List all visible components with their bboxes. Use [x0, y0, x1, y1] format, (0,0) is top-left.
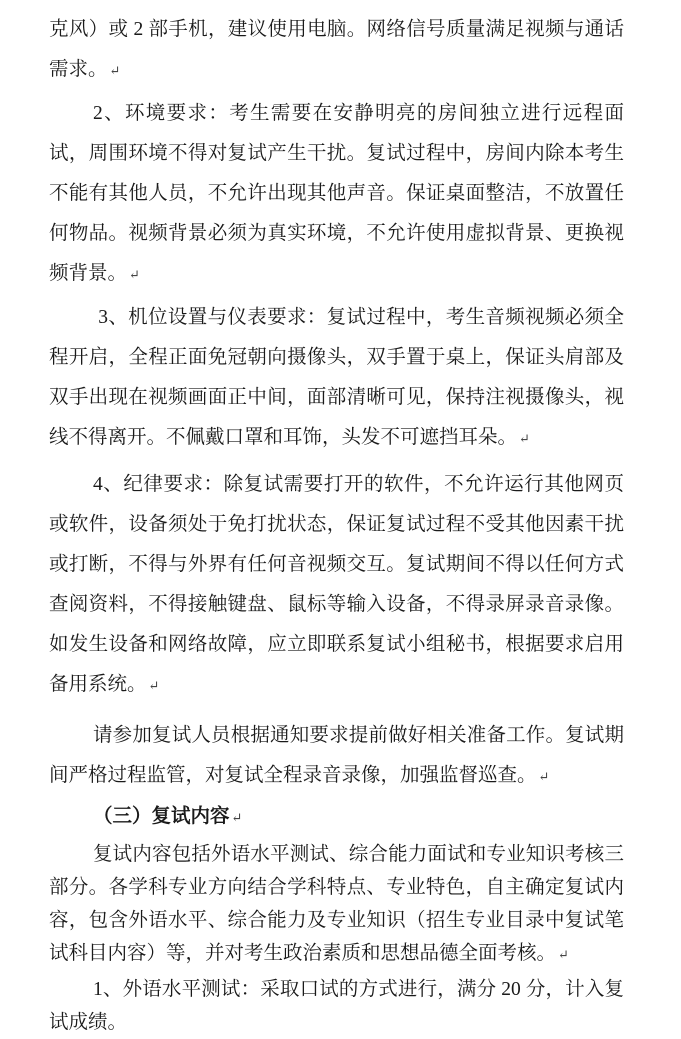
paragraph-mark-icon: ↵ [519, 431, 530, 446]
paragraph-mark-icon: ↵ [129, 267, 140, 282]
section-heading-text: （三）复试内容 [93, 806, 230, 827]
paragraph-discipline-requirement [49, 465, 624, 706]
paragraph-text: 4、纪律要求：除复试需要打开的软件，不允许运行其他网页或软件，设备须处于免打扰状态，保证复试过程不受其他因素干扰或打断，不得与外界有任何音视频交互。复试期间不得以任何方式查阅资料，不得接触键盘、鼠标等输入设备，不得录屏录音录像。如发生设备和网络故障，应立即联系复试小组秘书，根据要求启用备用系统。 [49, 474, 624, 695]
paragraph-retest-content-overview [49, 838, 624, 971]
paragraph-text: 1、外语水平测试：采取口试的方式进行，满分 20 分，计入复试成绩。 [49, 979, 624, 1033]
document-body [49, 10, 624, 1039]
paragraph-preparation-notice [49, 716, 624, 797]
paragraph-text: 2、环境要求：考生需要在安静明亮的房间独立进行远程面试，周围环境不得对复试产生干扰。复试过程中，房间内除本考生不能有其他人员，不允许出现其他声音。保证桌面整洁，不放置任何物品。视频背景必须为真实环境，不允许使用虚拟背景、更换视频背景。 [49, 103, 624, 284]
paragraph-environment-requirement [49, 94, 624, 295]
paragraph-camera-position-requirement [49, 298, 624, 459]
paragraph-mark-icon: ↵ [231, 810, 243, 825]
paragraph-text: 复试内容包括外语水平测试、综合能力面试和专业知识考核三部分。各学科专业方向结合学科特点、专业特色，自主确定复试内容，包含外语水平、综合能力及专业知识（招生专业目录中复试笔试科目内容）等，并对考生政治素质和思想品德全面考核。 [49, 844, 624, 964]
paragraph-mark-icon: ↵ [558, 947, 569, 962]
paragraph-foreign-language-test [49, 973, 624, 1039]
paragraph-mic-requirement-continuation [49, 10, 624, 91]
section-heading-retest-content [49, 797, 624, 838]
paragraph-text: 请参加复试人员根据通知要求提前做好相关准备工作。复试期间严格过程监管，对复试全程录音录像，加强监督巡查。 [49, 725, 624, 786]
paragraph-text: 3、机位设置与仪表要求：复试过程中，考生音频视频必须全程开启，全程正面免冠朝向摄像头，双手置于桌上，保证头肩部及双手出现在视频画面正中间，面部清晰可见，保持注视摄像头，视线不得离开。不佩戴口罩和耳饰，头发不可遮挡耳朵。 [49, 307, 624, 448]
paragraph-mark-icon: ↵ [148, 678, 160, 693]
paragraph-mark-icon: ↵ [538, 769, 550, 784]
paragraph-mark-icon: ↵ [109, 63, 121, 78]
paragraph-text: 克风）或 2 部手机，建议使用电脑。网络信号质量满足视频与通话需求。 [49, 19, 624, 80]
